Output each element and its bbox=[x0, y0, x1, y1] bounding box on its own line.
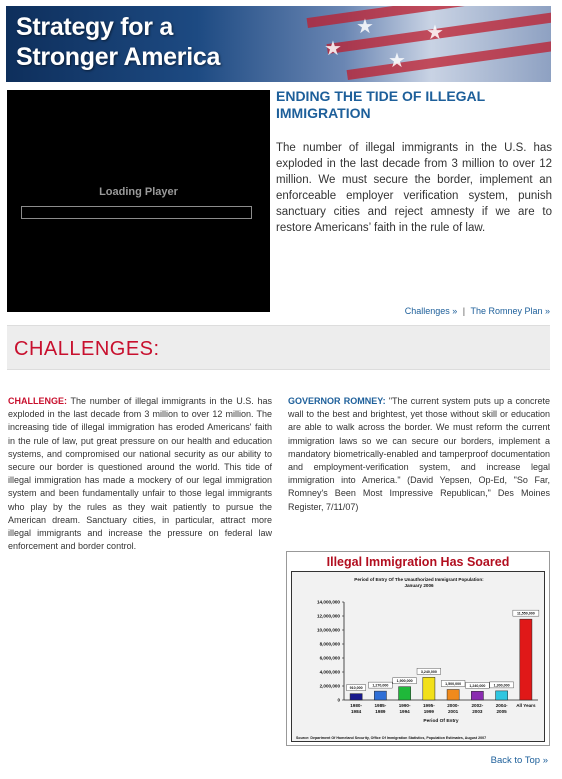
challenge-column bbox=[8, 395, 272, 553]
page-title bbox=[16, 12, 220, 72]
link-separator: | bbox=[462, 306, 466, 316]
title-line-2: Stronger America bbox=[16, 43, 221, 71]
feature-heading: ENDING THE TIDE OF ILLEGAL IMMIGRATION bbox=[276, 88, 485, 121]
chart-subtitle-date: January 2006 bbox=[404, 583, 434, 588]
x-tick-label: 1980- bbox=[350, 703, 362, 708]
y-tick-label: 6,000,000 bbox=[319, 655, 340, 661]
challenge-label: CHALLENGE: bbox=[8, 396, 67, 406]
data-label: 3,240,000 bbox=[420, 669, 437, 674]
x-tick-label-end: 1989 bbox=[375, 709, 386, 714]
y-tick-label: 4,000,000 bbox=[319, 669, 340, 675]
x-axis-title: Period Of Entry bbox=[423, 719, 459, 724]
challenges-link[interactable]: Challenges » bbox=[404, 306, 458, 316]
x-tick-label-end: 2003 bbox=[472, 709, 483, 714]
data-label: 1,270,000 bbox=[372, 683, 389, 688]
star-icon: ★ bbox=[388, 48, 406, 72]
x-tick-label-end: 2005 bbox=[496, 709, 507, 714]
x-tick-label: All Years bbox=[516, 703, 536, 708]
x-tick-label-end: 1999 bbox=[423, 709, 434, 714]
chart-bar bbox=[350, 694, 362, 700]
romney-quote: "The current system puts up a concrete wall to the best and brightest, yet those without skill or education are able to walk across the border. We must reform the current immigration laws so we can secure our borders, implement a mandatory biometrically-enabled and tamperproof documentation and employment-verification system, and increase legal immigration into America." (David Yepsen, Op-Ed, "So Far, Romney's Been Most Impressive Republican," Des Moines Register, 7/11/07) bbox=[288, 396, 550, 512]
y-tick-label: 10,000,000 bbox=[317, 627, 340, 633]
chart-bar bbox=[496, 691, 508, 700]
chart-container bbox=[286, 551, 550, 746]
chart-bar bbox=[471, 691, 483, 700]
chart-bar bbox=[520, 619, 532, 700]
y-tick-label: 0 bbox=[337, 697, 340, 703]
feature-links bbox=[405, 306, 550, 316]
x-tick-label: 2002- bbox=[471, 703, 484, 708]
star-icon: ★ bbox=[426, 20, 444, 44]
back-to-top-link[interactable]: Back to Top » bbox=[490, 755, 548, 766]
section-title: CHALLENGES: bbox=[14, 338, 160, 360]
data-label: 910,000 bbox=[349, 686, 363, 691]
romney-label: GOVERNOR ROMNEY: bbox=[288, 396, 386, 406]
x-tick-label-end: 1994 bbox=[399, 709, 410, 714]
star-icon: ★ bbox=[324, 36, 342, 60]
chart-source: Source: Department Of Homeland Security, Office Of Immigration Statistics, Population Estimates, August 2007 bbox=[296, 736, 487, 740]
chart-plot bbox=[291, 571, 545, 742]
y-tick-label: 2,000,000 bbox=[319, 683, 340, 689]
x-tick-label: 2000- bbox=[447, 703, 459, 708]
chart-subtitle: Period of Entry Of The Unauthorized Immigrant Population: bbox=[354, 577, 484, 582]
bar-chart bbox=[292, 572, 546, 743]
chart-bar bbox=[399, 687, 411, 700]
x-tick-label: 2004- bbox=[495, 703, 508, 708]
x-tick-label: 1990- bbox=[398, 703, 411, 708]
chart-title: Illegal Immigration Has Soared bbox=[326, 555, 510, 569]
chart-bar bbox=[447, 690, 459, 701]
feature-body: The number of illegal immigrants in the U.S. has exploded in the last decade from 3 million to over 12 million. We must secure the border, implement an enforceable employer verification system, punish sanctuary cities and reject amnesty if we are to restore Americans’ faith in the rule of law. bbox=[276, 142, 552, 234]
x-tick-label: 1995- bbox=[423, 703, 435, 708]
feature-section bbox=[276, 88, 552, 236]
data-label: 11,550,000 bbox=[516, 611, 535, 616]
x-tick-label-end: 1984 bbox=[351, 709, 362, 714]
data-label: 1,300,000 bbox=[493, 683, 510, 688]
romney-column bbox=[288, 395, 550, 514]
y-tick-label: 14,000,000 bbox=[317, 599, 340, 605]
data-label: 1,240,000 bbox=[469, 683, 486, 688]
header-banner bbox=[6, 6, 551, 82]
player-progress-bar bbox=[21, 206, 252, 219]
challenge-text: The number of illegal immigrants in the U.S. has exploded in the last decade from 3 million to over 12 million. The increasing tide of illegal immigration has eroded Americans' faith in the rule of law, put great pressure on our health and education systems, and compromised our national security as our ability to secure our border is questioned around the world. This tide of illegal immigration has made a mockery of our legal immigration system and been fundamentally unfair to those legal immigrants who play by the rules as they wait patiently to pursue the American dream. Sanctuary cities, in particular, attract more illegal immigrants and increase the pressure on federal law enforcement and border control. bbox=[8, 396, 272, 552]
y-tick-label: 12,000,000 bbox=[317, 613, 340, 619]
x-tick-label: 1985- bbox=[374, 703, 387, 708]
chart-bar bbox=[423, 677, 435, 700]
x-tick-label-end: 2001 bbox=[448, 709, 459, 714]
star-icon: ★ bbox=[356, 14, 374, 38]
data-label: 1,500,000 bbox=[445, 682, 462, 686]
title-line-1: Strategy for a bbox=[16, 13, 173, 41]
chart-bar bbox=[374, 691, 386, 700]
romney-plan-link[interactable]: The Romney Plan » bbox=[470, 306, 550, 316]
data-label: 1,900,000 bbox=[396, 679, 413, 684]
section-header bbox=[7, 325, 550, 370]
player-loading-text: Loading Player bbox=[99, 186, 178, 198]
video-player[interactable] bbox=[7, 90, 270, 312]
y-tick-label: 8,000,000 bbox=[319, 641, 340, 647]
